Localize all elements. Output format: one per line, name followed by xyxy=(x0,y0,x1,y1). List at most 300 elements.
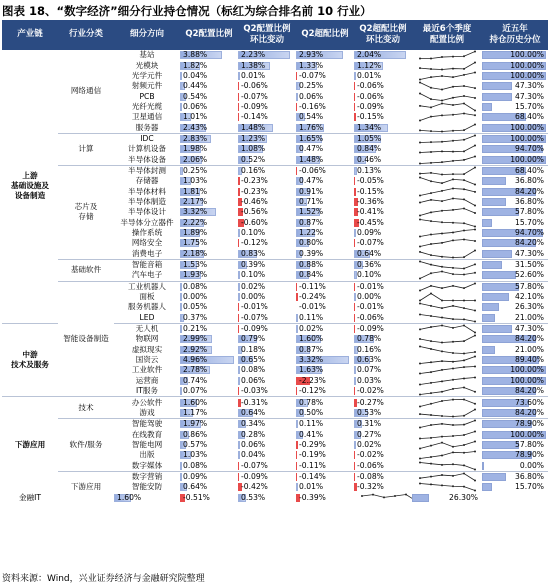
sparkline-svg xyxy=(412,430,482,440)
q2-overweight-value: 1.65% xyxy=(299,133,324,143)
percentile-value: 57.80% xyxy=(515,439,544,449)
q2-overweight-change-bar xyxy=(354,462,355,470)
q2-weight-change xyxy=(238,144,296,154)
q2-weight-change-value: 0.02% xyxy=(241,281,266,291)
sparkline-point xyxy=(419,67,421,69)
header-five-year-percentile: 近五年 持仓历史分位 xyxy=(482,20,548,50)
sparkline-point xyxy=(452,327,454,329)
five-year-percentile xyxy=(482,176,548,186)
sparkline-point xyxy=(419,246,421,248)
q2-overweight xyxy=(296,313,354,324)
sparkline-point xyxy=(463,486,465,488)
q2-overweight-change xyxy=(354,440,412,450)
q2-weight xyxy=(180,176,238,186)
q2-weight xyxy=(180,50,238,61)
q2-overweight xyxy=(296,81,354,91)
sparkline-point xyxy=(474,263,476,265)
q2-overweight-value: 0.91% xyxy=(299,186,324,196)
sparkline-point xyxy=(463,159,465,161)
q2-overweight-change-value: -0.02% xyxy=(357,450,384,460)
percentile-value: 36.80% xyxy=(515,196,544,206)
sparkline-point xyxy=(419,105,421,107)
q2-overweight-change-bar xyxy=(354,188,356,196)
sparkline-line xyxy=(420,167,475,174)
sparkline-point xyxy=(463,274,465,276)
sparkline-line xyxy=(420,473,475,480)
five-year-percentile xyxy=(482,102,548,112)
subsector-name: IT服务 xyxy=(135,386,159,396)
q2-weight-bar xyxy=(180,283,182,291)
q2-weight-change xyxy=(238,471,296,482)
sparkline-line xyxy=(420,62,475,69)
six-quarter-sparkline xyxy=(412,249,482,260)
q2-overweight-change xyxy=(354,323,412,334)
sparkline-point xyxy=(463,102,465,104)
q2-overweight xyxy=(296,207,354,217)
sparkline-point xyxy=(452,221,454,223)
sparkline-point xyxy=(474,155,476,157)
q2-weight-change-value: -0.56% xyxy=(241,207,268,217)
percentile-bar xyxy=(482,198,506,206)
percentile-value: 0.00% xyxy=(519,460,544,470)
q2-weight-change-value: -0.07% xyxy=(241,460,268,470)
sparkline-point xyxy=(452,76,454,78)
q2-weight xyxy=(180,218,238,228)
q2-weight-change xyxy=(238,429,296,439)
q2-overweight xyxy=(296,249,354,260)
sparkline-point xyxy=(430,424,432,426)
sparkline-point xyxy=(419,394,421,396)
q2-weight-change-value: 1.23% xyxy=(241,133,266,143)
sparkline-svg xyxy=(412,345,482,355)
percentile-value: 47.30% xyxy=(515,248,544,258)
q2-overweight xyxy=(296,91,354,101)
five-year-percentile xyxy=(482,50,548,61)
five-year-percentile xyxy=(482,334,548,344)
five-year-percentile xyxy=(482,482,548,492)
sparkline-point xyxy=(474,376,476,378)
q2-weight-change xyxy=(238,408,296,419)
sparkline-point xyxy=(474,225,476,227)
q2-weight xyxy=(180,133,238,144)
sparkline-point xyxy=(430,151,432,153)
sparkline-point xyxy=(441,342,443,344)
sparkline-point xyxy=(474,490,476,492)
q2-overweight-change xyxy=(354,408,412,419)
sparkline-svg xyxy=(412,461,482,471)
six-quarter-sparkline xyxy=(412,207,482,217)
sparkline-line xyxy=(420,326,475,333)
percentile-value: 84.20% xyxy=(515,407,544,417)
sparkline-point xyxy=(452,415,454,417)
sparkline-point xyxy=(419,162,421,164)
q2-overweight-change-value: 0.53% xyxy=(357,407,382,417)
q2-weight-change-bar xyxy=(238,473,239,481)
six-quarter-sparkline xyxy=(412,386,482,397)
sparkline-line xyxy=(420,124,475,131)
sparkline-line xyxy=(420,409,475,416)
q2-overweight-value: 0.71% xyxy=(299,196,324,206)
five-year-percentile xyxy=(482,228,548,238)
q2-overweight xyxy=(296,345,354,355)
holdings-table xyxy=(2,20,548,503)
q2-overweight-value: 0.87% xyxy=(299,217,324,227)
percentile-value: 78.90% xyxy=(515,450,544,460)
q2-weight-change xyxy=(238,154,296,165)
q2-overweight-change xyxy=(354,386,412,397)
percentile-value: 57.80% xyxy=(515,281,544,291)
q2-overweight-change xyxy=(354,112,412,122)
q2-overweight xyxy=(296,482,354,492)
sparkline-svg xyxy=(412,313,482,323)
q2-overweight-value: 0.50% xyxy=(299,407,324,417)
five-year-percentile xyxy=(482,207,548,217)
sparkline-point xyxy=(463,230,465,232)
six-quarter-sparkline xyxy=(412,270,482,281)
five-year-percentile xyxy=(482,186,548,196)
q2-weight-change xyxy=(238,91,296,101)
q2-overweight-value: 0.11% xyxy=(299,419,324,429)
q2-overweight-value: 0.53% xyxy=(241,492,266,502)
q2-overweight-value: 1.33% xyxy=(299,60,324,70)
sparkline-point xyxy=(430,58,432,60)
q2-overweight-bar xyxy=(296,387,297,395)
q2-weight-value: 1.89% xyxy=(183,228,208,238)
percentile-bar xyxy=(482,346,495,354)
sparkline-point xyxy=(419,82,421,84)
header-chain: 产业链 xyxy=(2,20,58,50)
q2-weight-value: 2.99% xyxy=(183,334,208,344)
q2-weight-change xyxy=(238,122,296,133)
six-quarter-sparkline xyxy=(412,112,482,122)
q2-overweight-change xyxy=(354,197,412,207)
q2-overweight-change xyxy=(354,60,412,70)
q2-overweight-value: -0.06% xyxy=(299,165,326,175)
q2-overweight-change xyxy=(296,492,354,502)
q2-overweight-change-value: 0.02% xyxy=(357,439,382,449)
sparkline-point xyxy=(452,274,454,276)
q2-weight-value: 2.22% xyxy=(183,217,208,227)
q2-overweight-bar xyxy=(296,93,298,101)
q2-weight xyxy=(180,71,238,81)
sparkline-point xyxy=(452,240,454,242)
q2-overweight-value: 0.39% xyxy=(299,248,324,258)
q2-weight-change-bar xyxy=(238,271,240,279)
sparkline-point xyxy=(452,388,454,390)
q2-overweight-value: 1.76% xyxy=(299,122,324,132)
sparkline-point xyxy=(441,173,443,175)
q2-overweight xyxy=(296,376,354,386)
q2-weight-change-value: -0.09% xyxy=(241,471,268,481)
category-label: 网络通信 xyxy=(70,86,102,96)
q2-overweight-value: -0.24% xyxy=(299,292,326,302)
six-quarter-sparkline xyxy=(412,440,482,450)
sparkline-point xyxy=(452,341,454,343)
q2-weight-change xyxy=(238,292,296,302)
q2-weight-change-value: 0.08% xyxy=(241,365,266,375)
chain-label: 下游应用 xyxy=(2,397,58,493)
five-year-percentile xyxy=(482,376,548,386)
sparkline-point xyxy=(430,372,432,374)
q2-weight-bar xyxy=(180,473,182,481)
sparkline-svg xyxy=(412,334,482,344)
sparkline-svg xyxy=(412,207,482,217)
q2-overweight-value: 0.06% xyxy=(299,91,324,101)
sparkline-line xyxy=(420,93,475,100)
q2-overweight-change xyxy=(354,228,412,238)
table-row xyxy=(2,133,548,144)
five-year-percentile xyxy=(482,249,548,260)
sparkline-svg xyxy=(412,102,482,112)
sparkline-point xyxy=(463,55,465,57)
q2-weight-change-value: 0.83% xyxy=(241,248,266,258)
percentile-bar xyxy=(482,483,492,491)
six-quarter-sparkline xyxy=(412,302,482,312)
q2-weight-change-value: 1.38% xyxy=(241,60,266,70)
q2-overweight-change-bar xyxy=(354,177,355,185)
sparkline-point xyxy=(452,114,454,116)
q2-overweight-change-value: -0.15% xyxy=(357,186,384,196)
percentile-bar xyxy=(482,462,484,470)
q2-weight xyxy=(180,355,238,365)
sparkline-point xyxy=(419,477,421,479)
sparkline-point xyxy=(441,221,443,223)
sparkline-point xyxy=(463,352,465,354)
sparkline-point xyxy=(474,229,476,231)
percentile-value: 15.70% xyxy=(515,482,544,492)
q2-weight xyxy=(180,249,238,260)
q2-overweight-change xyxy=(354,249,412,260)
sparkline-point xyxy=(419,383,421,385)
sparkline-svg xyxy=(412,450,482,460)
q2-weight-change-value: 0.06% xyxy=(241,439,266,449)
sparkline-point xyxy=(452,300,454,302)
six-quarter-sparkline xyxy=(412,313,482,324)
q2-overweight xyxy=(296,112,354,122)
subsector-name: 基站 xyxy=(139,50,155,60)
sparkline-svg xyxy=(412,238,482,248)
percentile-bar xyxy=(412,494,429,502)
q2-weight-value: 1.75% xyxy=(183,238,208,248)
percentile-value: 31.50% xyxy=(515,260,544,270)
q2-weight xyxy=(180,144,238,154)
q2-overweight-change xyxy=(354,450,412,460)
sparkline-point xyxy=(419,129,421,131)
sparkline-line xyxy=(420,230,475,237)
percentile-value: 52.60% xyxy=(515,270,544,280)
sparkline-point xyxy=(463,173,465,175)
table-row xyxy=(2,50,548,61)
sparkline-line xyxy=(420,156,475,163)
q2-weight-change-value: -0.14% xyxy=(241,112,268,122)
sparkline-point xyxy=(452,379,454,381)
q2-weight xyxy=(180,397,238,408)
q2-overweight xyxy=(296,355,354,365)
six-quarter-sparkline xyxy=(412,218,482,228)
q2-overweight-change xyxy=(354,313,412,324)
q2-overweight-change-bar xyxy=(354,239,355,247)
sparkline-point xyxy=(452,96,454,98)
sparkline-point xyxy=(419,300,421,302)
q2-overweight-value: 1.63% xyxy=(299,365,324,375)
q2-weight-change-bar xyxy=(238,377,240,385)
q2-overweight-value: 0.54% xyxy=(299,112,324,122)
sparkline-point xyxy=(452,398,454,400)
sparkline-point xyxy=(474,71,476,73)
q2-overweight-change-value: 0.46% xyxy=(357,154,382,164)
sparkline-point xyxy=(430,462,432,464)
q2-weight-bar xyxy=(180,462,182,470)
q2-weight-change-bar xyxy=(238,283,240,291)
q2-weight xyxy=(114,492,180,502)
q2-weight-change-value: -0.03% xyxy=(241,386,268,396)
sparkline-svg xyxy=(412,419,482,429)
header-six-quarter-trend: 最近6个季度 配置比例 xyxy=(412,20,482,50)
sparkline-point xyxy=(452,231,454,233)
q2-weight-change-value: -0.09% xyxy=(241,101,268,111)
q2-weight-change xyxy=(238,355,296,365)
q2-weight xyxy=(180,91,238,101)
percentile-value: 15.70% xyxy=(515,217,544,227)
q2-overweight-value: 1.52% xyxy=(299,207,324,217)
sparkline-point xyxy=(474,191,476,193)
q2-overweight-value: 0.78% xyxy=(299,397,324,407)
sparkline-point xyxy=(430,293,432,295)
q2-weight-change-value: 0.79% xyxy=(241,334,266,344)
five-year-percentile xyxy=(482,259,548,270)
five-year-percentile xyxy=(482,429,548,439)
q2-overweight-value: -2.23% xyxy=(299,375,326,385)
q2-overweight-value: -0.01% xyxy=(299,302,326,312)
five-year-percentile xyxy=(482,270,548,281)
q2-weight xyxy=(180,408,238,419)
q2-overweight xyxy=(296,71,354,81)
q2-overweight-value: -0.14% xyxy=(299,471,326,481)
q2-weight-change-value: 0.39% xyxy=(241,260,266,270)
sparkline-point xyxy=(452,486,454,488)
q2-overweight xyxy=(296,60,354,70)
q2-overweight xyxy=(296,165,354,176)
q2-weight-value: 1.01% xyxy=(183,112,208,122)
q2-overweight-change xyxy=(354,482,412,492)
subsector-name: 半导体制造 xyxy=(128,196,166,206)
sparkline-point xyxy=(419,303,421,305)
subsector-name: 射频元件 xyxy=(131,81,163,91)
six-quarter-sparkline xyxy=(412,292,482,302)
sparkline-point xyxy=(463,208,465,210)
percentile-value: 100.00% xyxy=(510,122,544,132)
sparkline-point xyxy=(474,430,476,432)
sparkline-point xyxy=(463,113,465,115)
q2-weight-value: 1.53% xyxy=(183,260,208,270)
q2-weight xyxy=(180,302,238,312)
q2-overweight xyxy=(296,50,354,61)
percentile-value: 100.00% xyxy=(510,60,544,70)
sparkline-point xyxy=(430,161,432,163)
sparkline-svg xyxy=(412,176,482,186)
q2-weight-change-bar xyxy=(238,82,239,90)
q2-weight-value: 2.18% xyxy=(183,248,208,258)
sparkline-point xyxy=(419,483,421,485)
sparkline-point xyxy=(419,261,421,263)
q2-overweight-value: 1.60% xyxy=(299,334,324,344)
sparkline-point xyxy=(419,141,421,143)
sparkline-point xyxy=(452,368,454,370)
percentile-bar xyxy=(482,303,499,311)
five-year-percentile xyxy=(482,144,548,154)
q2-overweight-value: 0.01% xyxy=(299,482,324,492)
q2-weight-value: 0.08% xyxy=(183,281,208,291)
q2-weight-change-bar xyxy=(238,177,240,185)
subsector-name: 面板 xyxy=(139,292,155,302)
q2-weight-value: 2.17% xyxy=(183,196,208,206)
six-quarter-sparkline xyxy=(412,50,482,61)
sparkline-point xyxy=(419,289,421,291)
q2-weight-change-bar xyxy=(238,462,239,470)
q2-overweight-change-value: -0.02% xyxy=(357,386,384,396)
sparkline-point xyxy=(474,300,476,302)
five-year-percentile xyxy=(482,323,548,334)
q2-weight-change-value: -0.23% xyxy=(241,186,268,196)
sparkline-point xyxy=(430,315,432,317)
q2-weight xyxy=(180,292,238,302)
q2-weight-value: 0.44% xyxy=(183,81,208,91)
q2-overweight-change-value: 1.05% xyxy=(357,133,382,143)
sparkline-point xyxy=(463,129,465,131)
sparkline-svg xyxy=(412,324,482,334)
five-year-percentile xyxy=(482,133,548,144)
subsector-name: 在线教育 xyxy=(131,429,163,439)
sparkline-svg xyxy=(412,282,482,292)
percentile-value: 68.40% xyxy=(515,112,544,122)
sparkline-point xyxy=(441,400,443,402)
sparkline-point xyxy=(419,152,421,154)
q2-overweight xyxy=(296,334,354,344)
sparkline-svg xyxy=(412,355,482,365)
sparkline-line xyxy=(420,209,475,216)
sparkline-point xyxy=(394,495,396,497)
five-year-percentile xyxy=(482,471,548,482)
sparkline-line xyxy=(420,219,475,226)
percentile-value: 36.80% xyxy=(515,176,544,186)
q2-weight xyxy=(180,471,238,482)
q2-overweight-value: -0.11% xyxy=(299,281,326,291)
sparkline-point xyxy=(441,474,443,476)
q2-weight-change xyxy=(238,186,296,196)
q2-overweight-change xyxy=(354,50,412,61)
q2-overweight-change-value: 0.16% xyxy=(357,344,382,354)
sparkline-line xyxy=(420,399,475,406)
sparkline-line xyxy=(420,484,475,491)
sparkline-svg xyxy=(412,50,482,60)
sparkline-point xyxy=(430,243,432,245)
sparkline-point xyxy=(419,338,421,340)
q2-overweight xyxy=(296,228,354,238)
q2-weight-change xyxy=(238,176,296,186)
six-quarter-sparkline xyxy=(412,176,482,186)
q2-weight-change xyxy=(238,133,296,144)
sparkline-svg xyxy=(412,166,482,176)
q2-overweight-value: 2.93% xyxy=(299,50,324,60)
q2-overweight-value: 1.22% xyxy=(299,228,324,238)
sparkline-point xyxy=(452,56,454,58)
q2-weight-change xyxy=(238,460,296,471)
sparkline-line xyxy=(420,135,475,142)
q2-weight-change-value: -0.46% xyxy=(241,196,268,206)
sparkline-point xyxy=(474,184,476,186)
subsector-name: 消费电子 xyxy=(131,248,163,258)
q2-weight-change-value: -0.60% xyxy=(241,217,268,227)
